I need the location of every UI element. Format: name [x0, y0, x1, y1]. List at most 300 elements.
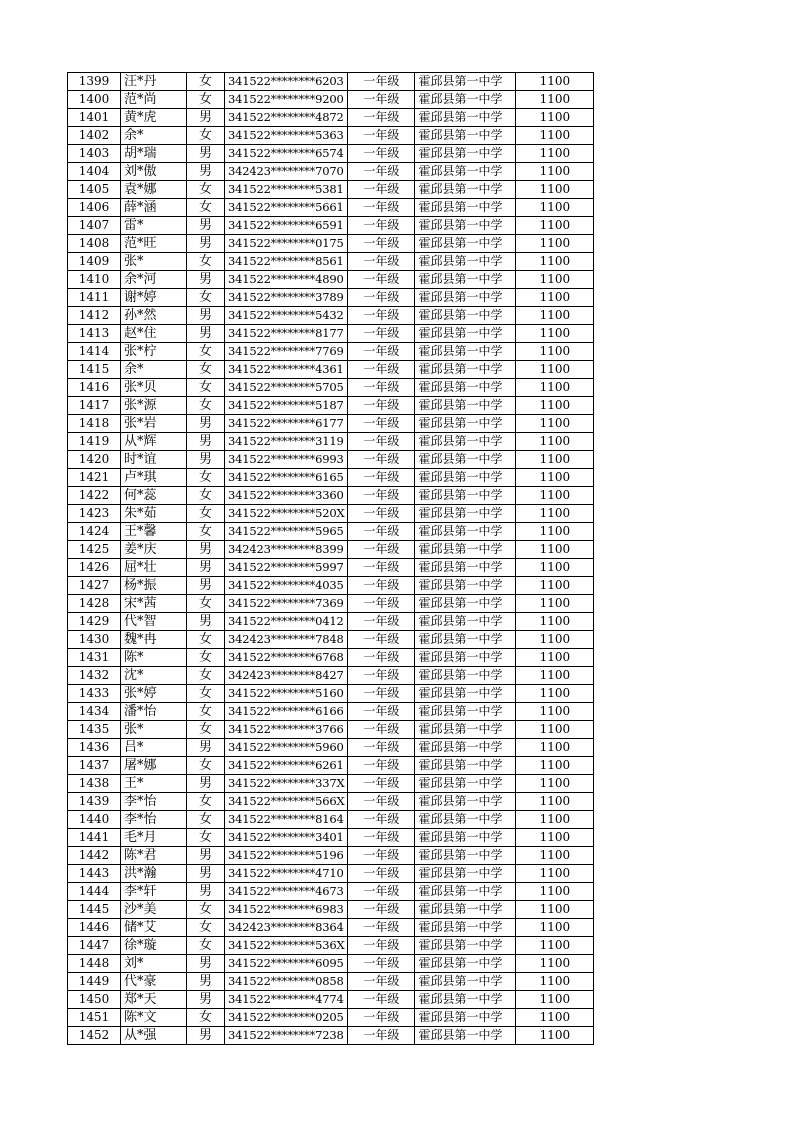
amount-cell: 1100 — [516, 199, 594, 217]
amount-cell: 1100 — [516, 955, 594, 973]
grade-cell: 一年级 — [348, 469, 415, 487]
gender-cell: 男 — [187, 991, 225, 1009]
id-number-cell: 341522********5381 — [225, 181, 348, 199]
grade-cell: 一年级 — [348, 1027, 415, 1045]
school-cell: 霍邱县第一中学 — [415, 649, 516, 667]
table-row — [68, 973, 594, 991]
grade-cell: 一年级 — [348, 523, 415, 541]
id-number-cell: 341522********3766 — [225, 721, 348, 739]
grade-cell: 一年级 — [348, 721, 415, 739]
table-row — [68, 937, 594, 955]
amount-cell: 1100 — [516, 523, 594, 541]
grade-cell: 一年级 — [348, 883, 415, 901]
amount-cell: 1100 — [516, 451, 594, 469]
gender-cell: 男 — [187, 559, 225, 577]
gender-cell: 女 — [187, 289, 225, 307]
id-number-cell: 341522********5960 — [225, 739, 348, 757]
gender-cell: 男 — [187, 739, 225, 757]
amount-cell: 1100 — [516, 397, 594, 415]
table-row — [68, 181, 594, 199]
gender-cell: 女 — [187, 91, 225, 109]
table-row — [68, 235, 594, 253]
id-number-cell: 341522********6591 — [225, 217, 348, 235]
amount-cell: 1100 — [516, 73, 594, 91]
amount-cell: 1100 — [516, 595, 594, 613]
table-row — [68, 289, 594, 307]
school-cell: 霍邱县第一中学 — [415, 487, 516, 505]
school-cell: 霍邱县第一中学 — [415, 613, 516, 631]
row-number-cell: 1412 — [68, 307, 121, 325]
school-cell: 霍邱县第一中学 — [415, 865, 516, 883]
student-name-cell: 张* — [121, 253, 187, 271]
grade-cell: 一年级 — [348, 217, 415, 235]
id-number-cell: 341522********8177 — [225, 325, 348, 343]
id-number-cell: 342423********8399 — [225, 541, 348, 559]
row-number-cell: 1424 — [68, 523, 121, 541]
student-name-cell: 王*馨 — [121, 523, 187, 541]
table-row — [68, 199, 594, 217]
id-number-cell: 341522********5997 — [225, 559, 348, 577]
gender-cell: 男 — [187, 775, 225, 793]
table-row — [68, 271, 594, 289]
table-row — [68, 757, 594, 775]
row-number-cell: 1414 — [68, 343, 121, 361]
amount-cell: 1100 — [516, 217, 594, 235]
student-name-cell: 余*河 — [121, 271, 187, 289]
grade-cell: 一年级 — [348, 811, 415, 829]
student-name-cell: 时*谊 — [121, 451, 187, 469]
school-cell: 霍邱县第一中学 — [415, 721, 516, 739]
amount-cell: 1100 — [516, 235, 594, 253]
grade-cell: 一年级 — [348, 145, 415, 163]
id-number-cell: 341522********5432 — [225, 307, 348, 325]
school-cell: 霍邱县第一中学 — [415, 307, 516, 325]
grade-cell: 一年级 — [348, 127, 415, 145]
student-name-cell: 代*智 — [121, 613, 187, 631]
row-number-cell: 1420 — [68, 451, 121, 469]
row-number-cell: 1413 — [68, 325, 121, 343]
row-number-cell: 1438 — [68, 775, 121, 793]
table-row — [68, 109, 594, 127]
grade-cell: 一年级 — [348, 613, 415, 631]
amount-cell: 1100 — [516, 181, 594, 199]
student-name-cell: 宋*茜 — [121, 595, 187, 613]
school-cell: 霍邱县第一中学 — [415, 109, 516, 127]
grade-cell: 一年级 — [348, 919, 415, 937]
id-number-cell: 341522********9200 — [225, 91, 348, 109]
student-name-cell: 从*强 — [121, 1027, 187, 1045]
student-name-cell: 屠*娜 — [121, 757, 187, 775]
school-cell: 霍邱县第一中学 — [415, 937, 516, 955]
gender-cell: 女 — [187, 721, 225, 739]
table-row — [68, 469, 594, 487]
row-number-cell: 1449 — [68, 973, 121, 991]
gender-cell: 女 — [187, 757, 225, 775]
row-number-cell: 1405 — [68, 181, 121, 199]
school-cell: 霍邱县第一中学 — [415, 739, 516, 757]
row-number-cell: 1411 — [68, 289, 121, 307]
student-name-cell: 储*艾 — [121, 919, 187, 937]
grade-cell: 一年级 — [348, 541, 415, 559]
gender-cell: 男 — [187, 847, 225, 865]
id-number-cell: 341522********6993 — [225, 451, 348, 469]
amount-cell: 1100 — [516, 757, 594, 775]
table-row — [68, 343, 594, 361]
student-name-cell: 范*旺 — [121, 235, 187, 253]
gender-cell: 女 — [187, 703, 225, 721]
grade-cell: 一年级 — [348, 577, 415, 595]
row-number-cell: 1421 — [68, 469, 121, 487]
grade-cell: 一年级 — [348, 595, 415, 613]
school-cell: 霍邱县第一中学 — [415, 955, 516, 973]
table-row — [68, 307, 594, 325]
table-row — [68, 883, 594, 901]
gender-cell: 女 — [187, 667, 225, 685]
id-number-cell: 341522********4710 — [225, 865, 348, 883]
gender-cell: 女 — [187, 829, 225, 847]
table-row — [68, 865, 594, 883]
table-row — [68, 559, 594, 577]
id-number-cell: 341522********337X — [225, 775, 348, 793]
grade-cell: 一年级 — [348, 775, 415, 793]
row-number-cell: 1426 — [68, 559, 121, 577]
school-cell: 霍邱县第一中学 — [415, 793, 516, 811]
grade-cell: 一年级 — [348, 361, 415, 379]
gender-cell: 女 — [187, 505, 225, 523]
id-number-cell: 341522********7238 — [225, 1027, 348, 1045]
grade-cell: 一年级 — [348, 901, 415, 919]
id-number-cell: 341522********5196 — [225, 847, 348, 865]
id-number-cell: 341522********4361 — [225, 361, 348, 379]
amount-cell: 1100 — [516, 343, 594, 361]
amount-cell: 1100 — [516, 775, 594, 793]
id-number-cell: 341522********8561 — [225, 253, 348, 271]
amount-cell: 1100 — [516, 973, 594, 991]
school-cell: 霍邱县第一中学 — [415, 235, 516, 253]
gender-cell: 女 — [187, 253, 225, 271]
school-cell: 霍邱县第一中学 — [415, 127, 516, 145]
table-row — [68, 1009, 594, 1027]
table-row — [68, 487, 594, 505]
school-cell: 霍邱县第一中学 — [415, 667, 516, 685]
table-row — [68, 649, 594, 667]
table-row — [68, 145, 594, 163]
school-cell: 霍邱县第一中学 — [415, 361, 516, 379]
table-row — [68, 631, 594, 649]
id-number-cell: 342423********8364 — [225, 919, 348, 937]
school-cell: 霍邱县第一中学 — [415, 289, 516, 307]
grade-cell: 一年级 — [348, 163, 415, 181]
student-name-cell: 郑*天 — [121, 991, 187, 1009]
grade-cell: 一年级 — [348, 973, 415, 991]
id-number-cell: 341522********4774 — [225, 991, 348, 1009]
row-number-cell: 1437 — [68, 757, 121, 775]
student-name-cell: 姜*庆 — [121, 541, 187, 559]
id-number-cell: 341522********520X — [225, 505, 348, 523]
row-number-cell: 1427 — [68, 577, 121, 595]
table-row — [68, 955, 594, 973]
table-row — [68, 775, 594, 793]
school-cell: 霍邱县第一中学 — [415, 451, 516, 469]
student-name-cell: 孙*然 — [121, 307, 187, 325]
grade-cell: 一年级 — [348, 829, 415, 847]
student-name-cell: 刘* — [121, 955, 187, 973]
row-number-cell: 1439 — [68, 793, 121, 811]
id-number-cell: 341522********5661 — [225, 199, 348, 217]
gender-cell: 男 — [187, 451, 225, 469]
row-number-cell: 1431 — [68, 649, 121, 667]
student-name-cell: 余* — [121, 361, 187, 379]
student-name-cell: 张*岩 — [121, 415, 187, 433]
gender-cell: 男 — [187, 235, 225, 253]
grade-cell: 一年级 — [348, 847, 415, 865]
id-number-cell: 341522********3789 — [225, 289, 348, 307]
table-row — [68, 433, 594, 451]
row-number-cell: 1409 — [68, 253, 121, 271]
school-cell: 霍邱县第一中学 — [415, 163, 516, 181]
table-row — [68, 73, 594, 91]
student-name-cell: 陈*文 — [121, 1009, 187, 1027]
row-number-cell: 1416 — [68, 379, 121, 397]
grade-cell: 一年级 — [348, 397, 415, 415]
gender-cell: 男 — [187, 613, 225, 631]
row-number-cell: 1428 — [68, 595, 121, 613]
table-row — [68, 451, 594, 469]
grade-cell: 一年级 — [348, 487, 415, 505]
school-cell: 霍邱县第一中学 — [415, 973, 516, 991]
amount-cell: 1100 — [516, 829, 594, 847]
id-number-cell: 341522********4872 — [225, 109, 348, 127]
row-number-cell: 1419 — [68, 433, 121, 451]
table-row — [68, 667, 594, 685]
row-number-cell: 1444 — [68, 883, 121, 901]
gender-cell: 男 — [187, 883, 225, 901]
amount-cell: 1100 — [516, 541, 594, 559]
amount-cell: 1100 — [516, 901, 594, 919]
row-number-cell: 1403 — [68, 145, 121, 163]
school-cell: 霍邱县第一中学 — [415, 811, 516, 829]
school-cell: 霍邱县第一中学 — [415, 343, 516, 361]
school-cell: 霍邱县第一中学 — [415, 901, 516, 919]
student-name-cell: 谢*婷 — [121, 289, 187, 307]
amount-cell: 1100 — [516, 847, 594, 865]
amount-cell: 1100 — [516, 667, 594, 685]
student-name-cell: 李*怡 — [121, 811, 187, 829]
grade-cell: 一年级 — [348, 325, 415, 343]
amount-cell: 1100 — [516, 271, 594, 289]
school-cell: 霍邱县第一中学 — [415, 829, 516, 847]
table-row — [68, 991, 594, 1009]
grade-cell: 一年级 — [348, 289, 415, 307]
gender-cell: 女 — [187, 73, 225, 91]
row-number-cell: 1415 — [68, 361, 121, 379]
table-row — [68, 595, 594, 613]
amount-cell: 1100 — [516, 469, 594, 487]
id-number-cell: 341522********6261 — [225, 757, 348, 775]
amount-cell: 1100 — [516, 883, 594, 901]
gender-cell: 女 — [187, 487, 225, 505]
row-number-cell: 1407 — [68, 217, 121, 235]
row-number-cell: 1434 — [68, 703, 121, 721]
table-row — [68, 127, 594, 145]
school-cell: 霍邱县第一中学 — [415, 685, 516, 703]
school-cell: 霍邱县第一中学 — [415, 1027, 516, 1045]
gender-cell: 女 — [187, 811, 225, 829]
student-name-cell: 沈* — [121, 667, 187, 685]
row-number-cell: 1446 — [68, 919, 121, 937]
student-name-cell: 从*辉 — [121, 433, 187, 451]
grade-cell: 一年级 — [348, 757, 415, 775]
gender-cell: 男 — [187, 145, 225, 163]
amount-cell: 1100 — [516, 991, 594, 1009]
student-name-cell: 薛*涵 — [121, 199, 187, 217]
id-number-cell: 341522********7769 — [225, 343, 348, 361]
school-cell: 霍邱县第一中学 — [415, 775, 516, 793]
row-number-cell: 1433 — [68, 685, 121, 703]
student-name-cell: 范*尚 — [121, 91, 187, 109]
id-number-cell: 341522********6768 — [225, 649, 348, 667]
amount-cell: 1100 — [516, 505, 594, 523]
id-number-cell: 341522********536X — [225, 937, 348, 955]
amount-cell: 1100 — [516, 1027, 594, 1045]
table-row — [68, 253, 594, 271]
row-number-cell: 1402 — [68, 127, 121, 145]
row-number-cell: 1401 — [68, 109, 121, 127]
amount-cell: 1100 — [516, 91, 594, 109]
student-name-cell: 朱*茹 — [121, 505, 187, 523]
id-number-cell: 341522********6166 — [225, 703, 348, 721]
row-number-cell: 1410 — [68, 271, 121, 289]
grade-cell: 一年级 — [348, 235, 415, 253]
school-cell: 霍邱县第一中学 — [415, 199, 516, 217]
row-number-cell: 1406 — [68, 199, 121, 217]
id-number-cell: 341522********6203 — [225, 73, 348, 91]
amount-cell: 1100 — [516, 361, 594, 379]
amount-cell: 1100 — [516, 721, 594, 739]
student-name-cell: 卢*琪 — [121, 469, 187, 487]
school-cell: 霍邱县第一中学 — [415, 505, 516, 523]
id-number-cell: 341522********8164 — [225, 811, 348, 829]
amount-cell: 1100 — [516, 289, 594, 307]
student-name-cell: 李*轩 — [121, 883, 187, 901]
grade-cell: 一年级 — [348, 271, 415, 289]
student-name-cell: 陈* — [121, 649, 187, 667]
row-number-cell: 1408 — [68, 235, 121, 253]
student-name-cell: 徐*璇 — [121, 937, 187, 955]
amount-cell: 1100 — [516, 793, 594, 811]
school-cell: 霍邱县第一中学 — [415, 559, 516, 577]
school-cell: 霍邱县第一中学 — [415, 271, 516, 289]
student-name-cell: 张* — [121, 721, 187, 739]
id-number-cell: 341522********3119 — [225, 433, 348, 451]
grade-cell: 一年级 — [348, 253, 415, 271]
student-name-cell: 王* — [121, 775, 187, 793]
amount-cell: 1100 — [516, 487, 594, 505]
table-row — [68, 577, 594, 595]
school-cell: 霍邱县第一中学 — [415, 181, 516, 199]
student-name-cell: 魏*冉 — [121, 631, 187, 649]
amount-cell: 1100 — [516, 415, 594, 433]
school-cell: 霍邱县第一中学 — [415, 757, 516, 775]
table-row — [68, 415, 594, 433]
table-row — [68, 361, 594, 379]
id-number-cell: 341522********7369 — [225, 595, 348, 613]
table-row — [68, 397, 594, 415]
school-cell: 霍邱县第一中学 — [415, 919, 516, 937]
gender-cell: 女 — [187, 343, 225, 361]
table-row — [68, 919, 594, 937]
gender-cell: 女 — [187, 937, 225, 955]
student-name-cell: 胡*瑞 — [121, 145, 187, 163]
id-number-cell: 341522********5965 — [225, 523, 348, 541]
grade-cell: 一年级 — [348, 73, 415, 91]
id-number-cell: 341522********0205 — [225, 1009, 348, 1027]
grade-cell: 一年级 — [348, 865, 415, 883]
student-name-cell: 李*怡 — [121, 793, 187, 811]
amount-cell: 1100 — [516, 163, 594, 181]
gender-cell: 女 — [187, 397, 225, 415]
student-name-cell: 赵*住 — [121, 325, 187, 343]
table-row — [68, 217, 594, 235]
amount-cell: 1100 — [516, 649, 594, 667]
gender-cell: 女 — [187, 595, 225, 613]
student-name-cell: 沙*美 — [121, 901, 187, 919]
gender-cell: 男 — [187, 163, 225, 181]
table-row — [68, 379, 594, 397]
student-name-cell: 余* — [121, 127, 187, 145]
row-number-cell: 1435 — [68, 721, 121, 739]
student-name-cell: 杨*振 — [121, 577, 187, 595]
grade-cell: 一年级 — [348, 667, 415, 685]
id-number-cell: 342423********8427 — [225, 667, 348, 685]
school-cell: 霍邱县第一中学 — [415, 703, 516, 721]
row-number-cell: 1451 — [68, 1009, 121, 1027]
grade-cell: 一年级 — [348, 181, 415, 199]
student-name-cell: 毛*月 — [121, 829, 187, 847]
amount-cell: 1100 — [516, 865, 594, 883]
row-number-cell: 1448 — [68, 955, 121, 973]
id-number-cell: 341522********3401 — [225, 829, 348, 847]
amount-cell: 1100 — [516, 253, 594, 271]
amount-cell: 1100 — [516, 919, 594, 937]
amount-cell: 1100 — [516, 937, 594, 955]
gender-cell: 女 — [187, 901, 225, 919]
amount-cell: 1100 — [516, 577, 594, 595]
gender-cell: 女 — [187, 523, 225, 541]
gender-cell: 女 — [187, 1009, 225, 1027]
row-number-cell: 1423 — [68, 505, 121, 523]
grade-cell: 一年级 — [348, 433, 415, 451]
id-number-cell: 341522********6177 — [225, 415, 348, 433]
table-row — [68, 91, 594, 109]
table-row — [68, 847, 594, 865]
row-number-cell: 1447 — [68, 937, 121, 955]
id-number-cell: 341522********4890 — [225, 271, 348, 289]
grade-cell: 一年级 — [348, 199, 415, 217]
student-name-cell: 雷* — [121, 217, 187, 235]
gender-cell: 男 — [187, 577, 225, 595]
id-number-cell: 341522********6983 — [225, 901, 348, 919]
table-row — [68, 613, 594, 631]
table-row — [68, 685, 594, 703]
school-cell: 霍邱县第一中学 — [415, 397, 516, 415]
student-name-cell: 张*源 — [121, 397, 187, 415]
student-name-cell: 代*豪 — [121, 973, 187, 991]
amount-cell: 1100 — [516, 1009, 594, 1027]
student-name-cell: 吕* — [121, 739, 187, 757]
id-number-cell: 342423********7070 — [225, 163, 348, 181]
id-number-cell: 341522********0412 — [225, 613, 348, 631]
